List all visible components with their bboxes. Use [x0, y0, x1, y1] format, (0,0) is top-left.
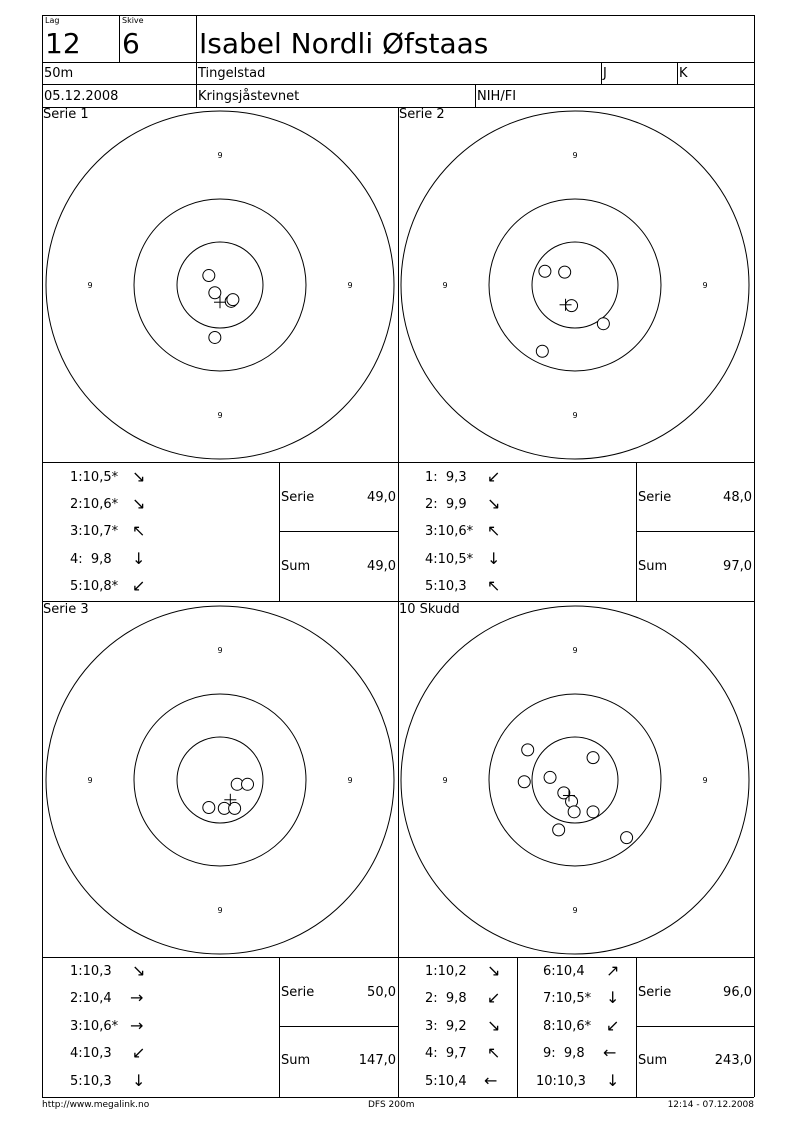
class-j: J [603, 66, 607, 81]
ring-label: 9 [347, 776, 353, 785]
direction-arrow-icon: ↓ [132, 1071, 146, 1090]
footer-system: DFS 200m [368, 1100, 415, 1110]
target-10-skudd [401, 606, 749, 954]
shot-row: 2:10,4 [70, 991, 112, 1006]
direction-arrow-icon: ↖ [487, 576, 501, 595]
panel-title-serie-1: Serie 1 [43, 107, 89, 122]
ring-label: 9 [217, 646, 223, 655]
shot-hole [209, 331, 221, 343]
date: 05.12.2008 [44, 89, 119, 104]
shot-row: 5:10,4 [425, 1074, 467, 1089]
panel-title-10-skudd: 10 Skudd [399, 602, 460, 617]
shot-hole [568, 806, 580, 818]
class-k: K [679, 66, 688, 81]
shooter-name: Isabel Nordli Øfstaas [199, 27, 489, 60]
ring-label: 9 [217, 151, 223, 160]
panel-title-serie-2: Serie 2 [399, 107, 445, 122]
shot-row: 4:10,3 [70, 1046, 112, 1061]
footer-timestamp: 12:14 - 07.12.2008 [667, 1100, 754, 1110]
shot-row: 3:10,7* [70, 524, 119, 539]
inner-ring [177, 242, 263, 328]
inner-ring [532, 242, 618, 328]
shot-row: 3: 9,2 [425, 1019, 467, 1034]
serie-label: Serie [638, 490, 672, 505]
shot-hole [597, 318, 609, 330]
direction-arrow-icon: → [130, 988, 144, 1007]
shot-row: 5:10,3 [425, 579, 467, 594]
outer-ring [401, 606, 749, 954]
shot-hole [539, 265, 551, 277]
direction-arrow-icon: ↓ [606, 988, 620, 1007]
serie-label: Serie [638, 985, 672, 1000]
direction-arrow-icon: ↙ [487, 988, 501, 1007]
direction-arrow-icon: ↖ [487, 521, 501, 540]
ring-label: 9 [87, 776, 93, 785]
shot-row: 3:10,6* [70, 1019, 119, 1034]
ring-label: 9 [442, 776, 448, 785]
shot-row: 4: 9,8 [70, 552, 112, 567]
sum-label: Sum [281, 1053, 311, 1068]
target-serie-2 [401, 111, 749, 459]
shot-row: 9: 9,8 [543, 1046, 585, 1061]
ring-label: 9 [572, 151, 578, 160]
direction-arrow-icon: ↘ [487, 961, 501, 980]
middle-ring [134, 199, 306, 371]
shot-row: 2: 9,9 [425, 497, 467, 512]
ring-label: 9 [87, 281, 93, 290]
shot-hole [203, 802, 215, 814]
club: NIH/FI [477, 89, 517, 104]
direction-arrow-icon: ↙ [606, 1016, 620, 1035]
shot-hole [621, 832, 633, 844]
target-serie-1 [46, 111, 394, 459]
shot-row: 7:10,5* [543, 991, 592, 1006]
shot-row: 1:10,5* [70, 470, 119, 485]
sum-label: Sum [638, 1053, 668, 1068]
direction-arrow-icon: ↙ [132, 1043, 146, 1062]
shot-hole [587, 752, 599, 764]
shot-row: 4:10,5* [425, 552, 474, 567]
event: Kringsjåstevnet [198, 89, 300, 104]
ring-label: 9 [347, 281, 353, 290]
sum-label: Sum [638, 559, 668, 574]
direction-arrow-icon: ↘ [132, 467, 146, 486]
ring-label: 9 [572, 411, 578, 420]
direction-arrow-icon: ↙ [132, 576, 146, 595]
direction-arrow-icon: ← [484, 1071, 498, 1090]
serie-label: Serie [281, 490, 315, 505]
sum-value: 243,0 [714, 1053, 752, 1068]
venue: Tingelstad [198, 66, 266, 81]
direction-arrow-icon: ↘ [487, 494, 501, 513]
sum-value: 49,0 [367, 559, 396, 574]
shot-row: 4: 9,7 [425, 1046, 467, 1061]
ring-label: 9 [572, 906, 578, 915]
shot-hole [536, 345, 548, 357]
middle-ring [489, 694, 661, 866]
direction-arrow-icon: ↙ [487, 467, 501, 486]
shot-row: 5:10,3 [70, 1074, 112, 1089]
shot-row: 1:10,3 [70, 964, 112, 979]
direction-arrow-icon: ↓ [132, 549, 146, 568]
shot-hole [227, 294, 239, 306]
serie-value: 49,0 [367, 490, 396, 505]
sum-value: 97,0 [723, 559, 752, 574]
sum-label: Sum [281, 559, 311, 574]
outer-ring [46, 111, 394, 459]
direction-arrow-icon: → [130, 1016, 144, 1035]
ring-label: 9 [572, 646, 578, 655]
distance: 50m [44, 66, 74, 81]
outer-ring [46, 606, 394, 954]
ring-label: 9 [217, 411, 223, 420]
middle-ring [134, 694, 306, 866]
ring-label: 9 [702, 281, 708, 290]
middle-ring [489, 199, 661, 371]
direction-arrow-icon: ↘ [132, 494, 146, 513]
shot-row: 5:10,8* [70, 579, 119, 594]
direction-arrow-icon: ↓ [487, 549, 501, 568]
shot-hole [559, 266, 571, 278]
lag-value: 12 [45, 27, 81, 60]
ring-label: 9 [217, 906, 223, 915]
serie-label: Serie [281, 985, 315, 1000]
direction-arrow-icon: ↖ [487, 1043, 501, 1062]
serie-value: 50,0 [367, 985, 396, 1000]
ring-label: 9 [442, 281, 448, 290]
direction-arrow-icon: ↗ [606, 961, 620, 980]
sum-value: 147,0 [358, 1053, 396, 1068]
serie-value: 96,0 [723, 985, 752, 1000]
lag-label: Lag [45, 16, 60, 25]
shot-hole [544, 771, 556, 783]
shot-row: 8:10,6* [543, 1019, 592, 1034]
panel-title-serie-3: Serie 3 [43, 602, 89, 617]
shot-row: 1:10,2 [425, 964, 467, 979]
serie-value: 48,0 [723, 490, 752, 505]
shot-hole [553, 824, 565, 836]
shot-hole [587, 806, 599, 818]
ring-label: 9 [702, 776, 708, 785]
skive-value: 6 [122, 27, 140, 60]
shot-hole [522, 744, 534, 756]
direction-arrow-icon: ↘ [487, 1016, 501, 1035]
footer-url[interactable]: http://www.megalink.no [42, 1100, 150, 1110]
shot-hole [209, 287, 221, 299]
direction-arrow-icon: ← [603, 1043, 617, 1062]
direction-arrow-icon: ↖ [132, 521, 146, 540]
target-serie-3 [46, 606, 394, 954]
shot-row: 2: 9,8 [425, 991, 467, 1006]
shot-row: 6:10,4 [543, 964, 585, 979]
direction-arrow-icon: ↓ [606, 1071, 620, 1090]
shot-hole [518, 776, 530, 788]
shot-hole [203, 270, 215, 282]
shot-row: 3:10,6* [425, 524, 474, 539]
shot-hole [566, 300, 578, 312]
shot-row: 10:10,3 [536, 1074, 586, 1089]
skive-label: Skive [122, 16, 144, 25]
outer-ring [401, 111, 749, 459]
shot-row: 1: 9,3 [425, 470, 467, 485]
shot-row: 2:10,6* [70, 497, 119, 512]
direction-arrow-icon: ↘ [132, 961, 146, 980]
shot-hole [242, 778, 254, 790]
